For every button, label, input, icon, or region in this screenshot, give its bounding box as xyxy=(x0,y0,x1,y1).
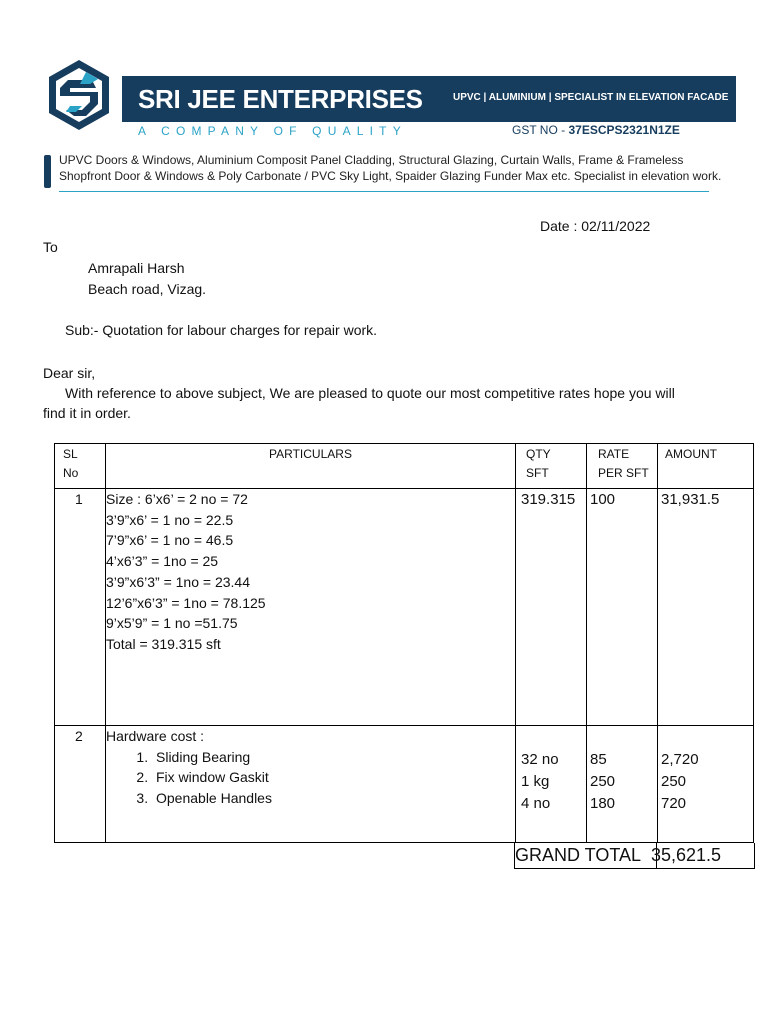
company-name: SRI JEE ENTERPRISES xyxy=(138,84,423,114)
header-rate-line2: PER SFT xyxy=(598,466,649,480)
hardware-rate: 250 xyxy=(590,773,616,790)
header-sl xyxy=(63,445,78,483)
hardware-amount: 720 xyxy=(661,795,687,812)
header-rate-line1: RATE xyxy=(598,447,630,461)
hardware-amount: 250 xyxy=(661,773,687,790)
row2-qty xyxy=(521,749,559,815)
row1-amount: 31,931.5 xyxy=(661,491,720,508)
header-amount: AMOUNT xyxy=(665,447,717,461)
gst-label: GST NO - xyxy=(512,123,566,137)
letter-date: Date : 02/11/2022 xyxy=(540,218,651,234)
gst-value: 37ESCPS2321N1ZE xyxy=(568,123,680,137)
header-qty-line1: QTY xyxy=(526,447,551,461)
particular-line: 4’x6’3” = 1no = 25 xyxy=(106,553,219,570)
banner-tagline: UPVC | ALUMINIUM | SPECIALIST IN ELEVATION FACADE xyxy=(453,92,729,103)
letter-subject: Sub:- Quotation for labour charges for repair work. xyxy=(65,322,378,338)
hardware-qty: 1 kg xyxy=(521,773,550,790)
hardware-list xyxy=(106,747,272,809)
list-item: 3. Openable Handles xyxy=(152,788,272,809)
row2-amount xyxy=(661,749,699,815)
header-sl-line2: No xyxy=(63,466,79,480)
particular-line: Total = 319.315 sft xyxy=(106,635,221,652)
hardware-rate: 180 xyxy=(590,795,616,812)
row1-qty: 319.315 xyxy=(521,491,576,508)
grand-total-value: 35,621.5 xyxy=(651,845,722,865)
particular-line: 7’9”x6’ = 1 no = 46.5 xyxy=(106,532,234,549)
services-accent-bar xyxy=(44,155,51,188)
row2-particulars xyxy=(106,726,272,809)
row2-sl: 2 xyxy=(75,728,83,744)
row1-rate: 100 xyxy=(590,491,616,508)
letter-body-line: find it in order. xyxy=(43,405,131,421)
header-divider xyxy=(59,191,709,192)
to-label: To xyxy=(43,239,58,255)
salutation: Dear sir, xyxy=(43,365,96,381)
header-qty-line2: SFT xyxy=(526,466,549,480)
grand-total-label: GRAND TOTAL xyxy=(515,845,642,865)
recipient-address: Beach road, Vizag. xyxy=(88,281,207,297)
table-divider xyxy=(515,444,516,842)
header-sl-line1: SL xyxy=(63,447,78,461)
list-item: 1. Sliding Bearing xyxy=(152,747,272,768)
letter-body-line: With reference to above subject, We are pleased to quote our most competitive rates hope you will xyxy=(65,385,675,401)
gst-number xyxy=(512,123,680,137)
recipient-name: Amrapali Harsh xyxy=(88,260,185,276)
services-line: Shopfront Door & Windows & Poly Carbonate / PVC Sky Light, Spaider Glazing Funder Max etc. Specialist in elevation work. xyxy=(59,169,722,183)
particular-line: Size : 6’x6’ = 2 no = 72 xyxy=(106,491,248,507)
hardware-qty: 4 no xyxy=(521,795,551,812)
services-line: UPVC Doors & Windows, Aluminium Composit Panel Cladding, Structural Glazing, Curtain Walls, Frame & Frameless xyxy=(59,153,684,167)
s-hexagon-logo-icon xyxy=(46,58,112,132)
company-tagline: A COMPANY OF QUALITY xyxy=(138,124,407,138)
table-divider xyxy=(657,444,658,842)
header-rate xyxy=(598,445,649,483)
particular-line: 12’6”x6’3” = 1no = 78.125 xyxy=(106,594,266,611)
list-item: 2. Fix window Gaskit xyxy=(152,767,272,788)
particular-line: 3’9”x6’3” = 1no = 23.44 xyxy=(106,573,250,590)
quotation-table xyxy=(54,443,754,843)
header-qty xyxy=(526,445,551,483)
row1-sl: 1 xyxy=(75,491,83,507)
table-divider xyxy=(586,444,587,842)
services-description xyxy=(59,152,739,184)
hardware-qty: 32 no xyxy=(521,751,559,768)
hardware-rate: 85 xyxy=(590,751,607,768)
particular-line: 3’9”x6’ = 1 no = 22.5 xyxy=(106,511,234,528)
hardware-title: Hardware cost : xyxy=(106,728,205,744)
row1-particulars xyxy=(106,489,266,655)
particular-line: 9’x5’9” = 1 no =51.75 xyxy=(106,615,238,632)
hardware-amount: 2,720 xyxy=(661,751,699,768)
row2-rate xyxy=(590,749,615,815)
header-particulars: PARTICULARS xyxy=(269,447,352,461)
